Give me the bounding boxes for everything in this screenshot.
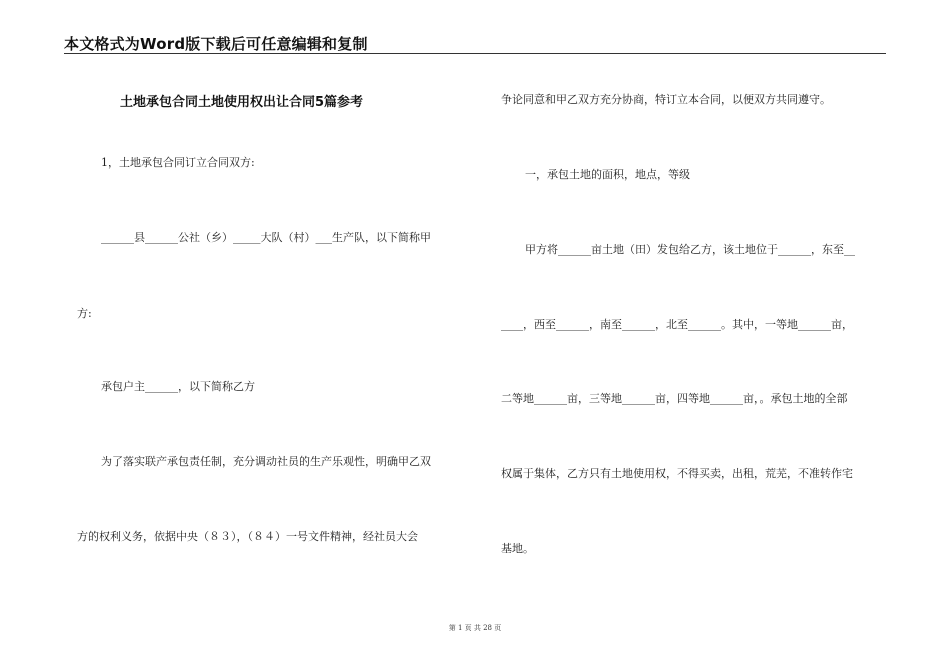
right-paragraph-2: 一，承包土地的面积，地点，等级 <box>525 168 690 181</box>
right-paragraph-5: 二等地______亩，三等地______亩，四等地______亩，。承包土地的全部 <box>501 392 848 405</box>
left-paragraph-6: 方的权利义务，依据中央（８３），（８４）一号文件精神，经社员大会 <box>77 530 418 543</box>
left-paragraph-5: 为了落实联产承包责任制，充分调动社员的生产乐观性，明确甲乙双 <box>101 455 431 468</box>
page-number: 第 1 页 共 28 页 <box>448 624 502 632</box>
header-divider <box>64 53 886 54</box>
right-paragraph-4: ____，西至______，南至______，北至______。其中，一等地______亩， <box>501 318 853 331</box>
right-paragraph-3: 甲方将______亩土地（田）发包给乙方，该土地位于______，东至__ <box>525 243 855 256</box>
left-paragraph-3: 方: <box>77 307 92 320</box>
page-header-text: 本文格式为Word版下载后可任意编辑和复制 <box>64 35 368 53</box>
left-paragraph-4: 承包户主______，以下简称乙方 <box>101 380 255 393</box>
right-paragraph-1: 争论同意和甲乙双方充分协商，特订立本合同，以便双方共同遵守。 <box>501 93 831 106</box>
right-paragraph-6: 权属于集体，乙方只有土地使用权，不得买卖，出租，荒芜，不准转作宅 <box>501 467 853 480</box>
left-paragraph-1: 1，土地承包合同订立合同双方: <box>101 156 255 169</box>
right-paragraph-7: 基地。 <box>501 542 534 555</box>
left-paragraph-2: ______县______公社（乡）_____大队（村）___生产队，以下简称甲 <box>101 231 431 244</box>
document-title: 土地承包合同土地使用权出让合同5篇参考 <box>120 95 364 110</box>
